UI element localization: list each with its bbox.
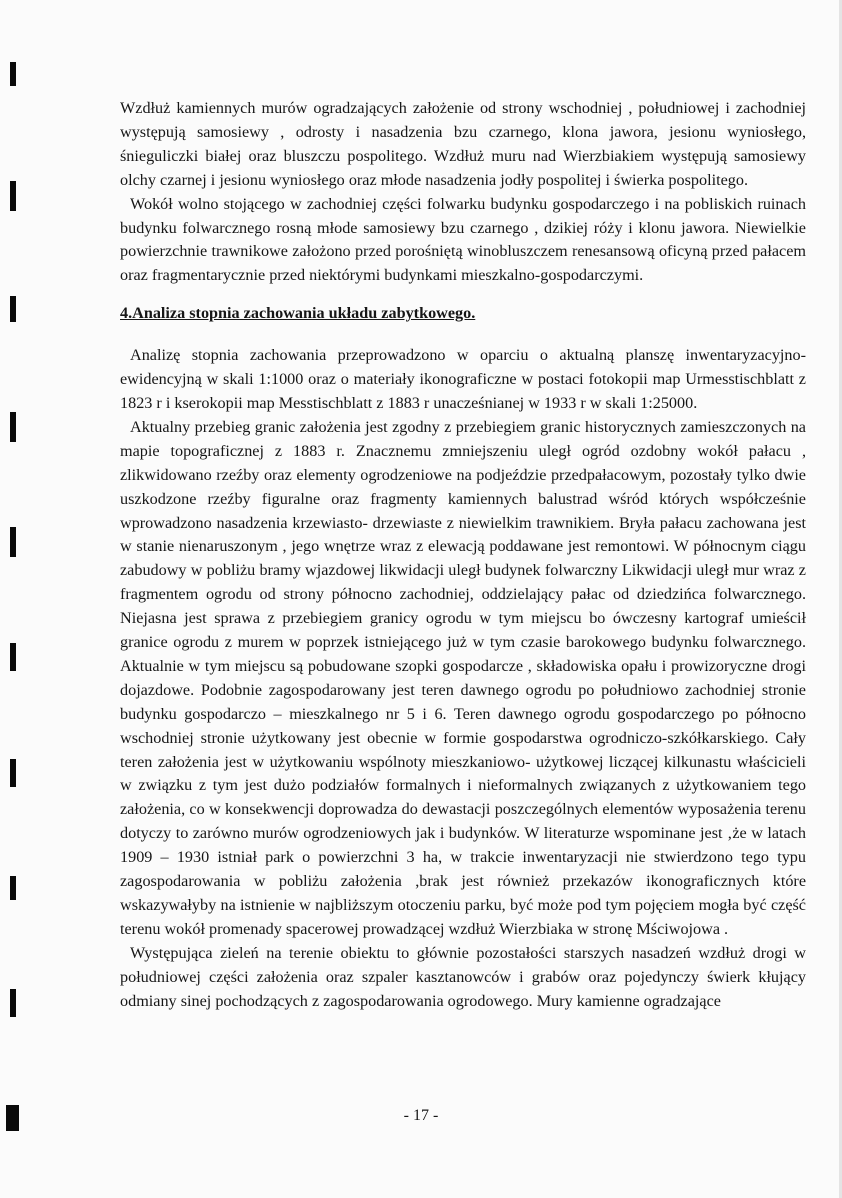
binding-mark — [10, 181, 16, 211]
body-paragraph: Analizę stopnia zachowania przeprowadzono w oparciu o aktualną planszę inwentaryzacyjno-ewidencyjną w skali 1:1000 oraz o materiały ikonograficzne w postaci fotokopii map Urmesstischblatt z 1823 r i kserokopii map Messtischblatt z 1883 r unacześnianej w 1933 r w skali 1:25000. — [120, 346, 806, 412]
body-paragraph: Aktualny przebieg granic założenia jest zgodny z przebiegiem granic historycznych zamieszczonych na mapie topograficznej z 1883 r. Znacznemu zmniejszeniu uległ ogród ozdobny wokół pałacu , zlikwidowano rzeźby oraz elementy ogrodzeniowe na podjeździe przedpałacowym, pozostały tylko dwie uszkodzone rzeźby figuralne oraz fragmenty kamiennych balustrad wśród których współcześnie wprowadzono nasadzenia krzewiasto- drzewiaste z niewielkim trawnikiem. Bryła pałacu zachowana jest w stanie nienaruszonym , jego wnętrze wraz z elewacją poddawane jest remontowi. W północnym ciągu zabudowy w pobliżu bramy wjazdowej likwidacji uległ budynek folwarczny Likwidacji uległ mur wraz z fragmentem ogrodu od strony północno zachodniej, oddzielający pałac od dziedzińca folwarcznego. Niejasna jest sprawa z przebiegiem granicy ogrodu w tym miejscu bo ówczesny kartograf umieścił granice ogrodu z murem w poprzek istniejącego już w tym czasie barokowego budynku folwarcznego. Aktualnie w tym miejscu są pobudowane szopki gospodarcze , składowiska opału i prowizoryczne drogi dojazdowe. Podobnie zagospodarowany jest teren dawnego ogrodu po południowo zachodniej stronie budynku gospodarczo – mieszkalnego nr 5 i 6. Teren dawnego ogrodu gospodarczego po północno wschodniej stronie użytkowany jest obecnie w formie gospodarstwa ogrodniczo-szkółkarskiego. Cały teren założenia jest w użytkowaniu wspólnoty mieszkaniowo- użytkowej liczącej kilkunastu właścicieli w związku z tym jest dużo podziałów formalnych i nieformalnych związanych z użytkowaniem tego założenia, co w konsekwencji doprowadza do dewastacji poszczególnych elementów wyposażenia terenu dotyczy to zarówno murów ogrodzeniowych jak i budynków. W literaturze wspominane jest ‚że w latach 1909 – 1930 istniał park o powierzchni 3 ha, w trakcie inwentaryzacji nie stwierdzono tego typu zagospodarowania w pobliżu założenia ,brak jest również przekazów ikonograficznych które wskazywałyby na istnienie w najbliższym otoczeniu parku, być może pod tym pojęciem mogła być część terenu wokół promenady spacerowej prowadzącej wzdłuż Wierzbiaka w stronę Mściwojowa . — [120, 417, 806, 938]
binding-mark — [10, 296, 16, 322]
document-body — [120, 97, 806, 1014]
binding-mark — [10, 527, 16, 557]
section-heading: 4.Analiza stopnia zachowania układu zabytkowego. — [120, 304, 476, 323]
binding-mark — [10, 643, 16, 671]
body-paragraph: Występująca zieleń na terenie obiektu to głównie pozostałości starszych nasadzeń wzdłuż drogi w południowej części założenia oraz szpaler kasztanowców i grabów oraz pojedynczy świerk kłujący odmiany sinej pochodzących z zagospodarowania ogrodowego. Mury kamienne ogradzające — [120, 943, 806, 1010]
page-number: - 17 - — [403, 1107, 439, 1124]
binding-mark — [10, 876, 16, 900]
binding-mark — [10, 759, 16, 787]
body-paragraph: Wokół wolno stojącego w zachodniej części folwarku budynku gospodarczego i na pobliskich ruinach budynku folwarcznego rosną młode samosiewy bzu czarnego , dzikiej róży i klonu jawora. Niewielkie powierzchnie trawnikowe założono przed porośniętą winobluszczem renesansową oficyną przed pałacem oraz fragmentarycznie przed niektórymi budynkami mieszkalno-gospodarczymi. — [120, 194, 806, 285]
binding-marks — [0, 0, 30, 1198]
body-paragraph: Wzdłuż kamiennych murów ogradzających założenie od strony wschodniej , południowej i zachodniej występują samosiewy , odrosty i nasadzenia bzu czarnego, klona jawora, jesionu wyniosłego, śnieguliczki białej oraz bluszczu pospolitego. Wzdłuż muru nad Wierzbiakiem występują samosiewy olchy czarnej i jesionu wyniosłego oraz młode nasadzenia jodły pospolitej i świerka pospolitego. — [120, 99, 806, 189]
binding-mark — [10, 412, 16, 442]
binding-mark — [10, 989, 16, 1017]
binding-mark — [10, 62, 16, 86]
